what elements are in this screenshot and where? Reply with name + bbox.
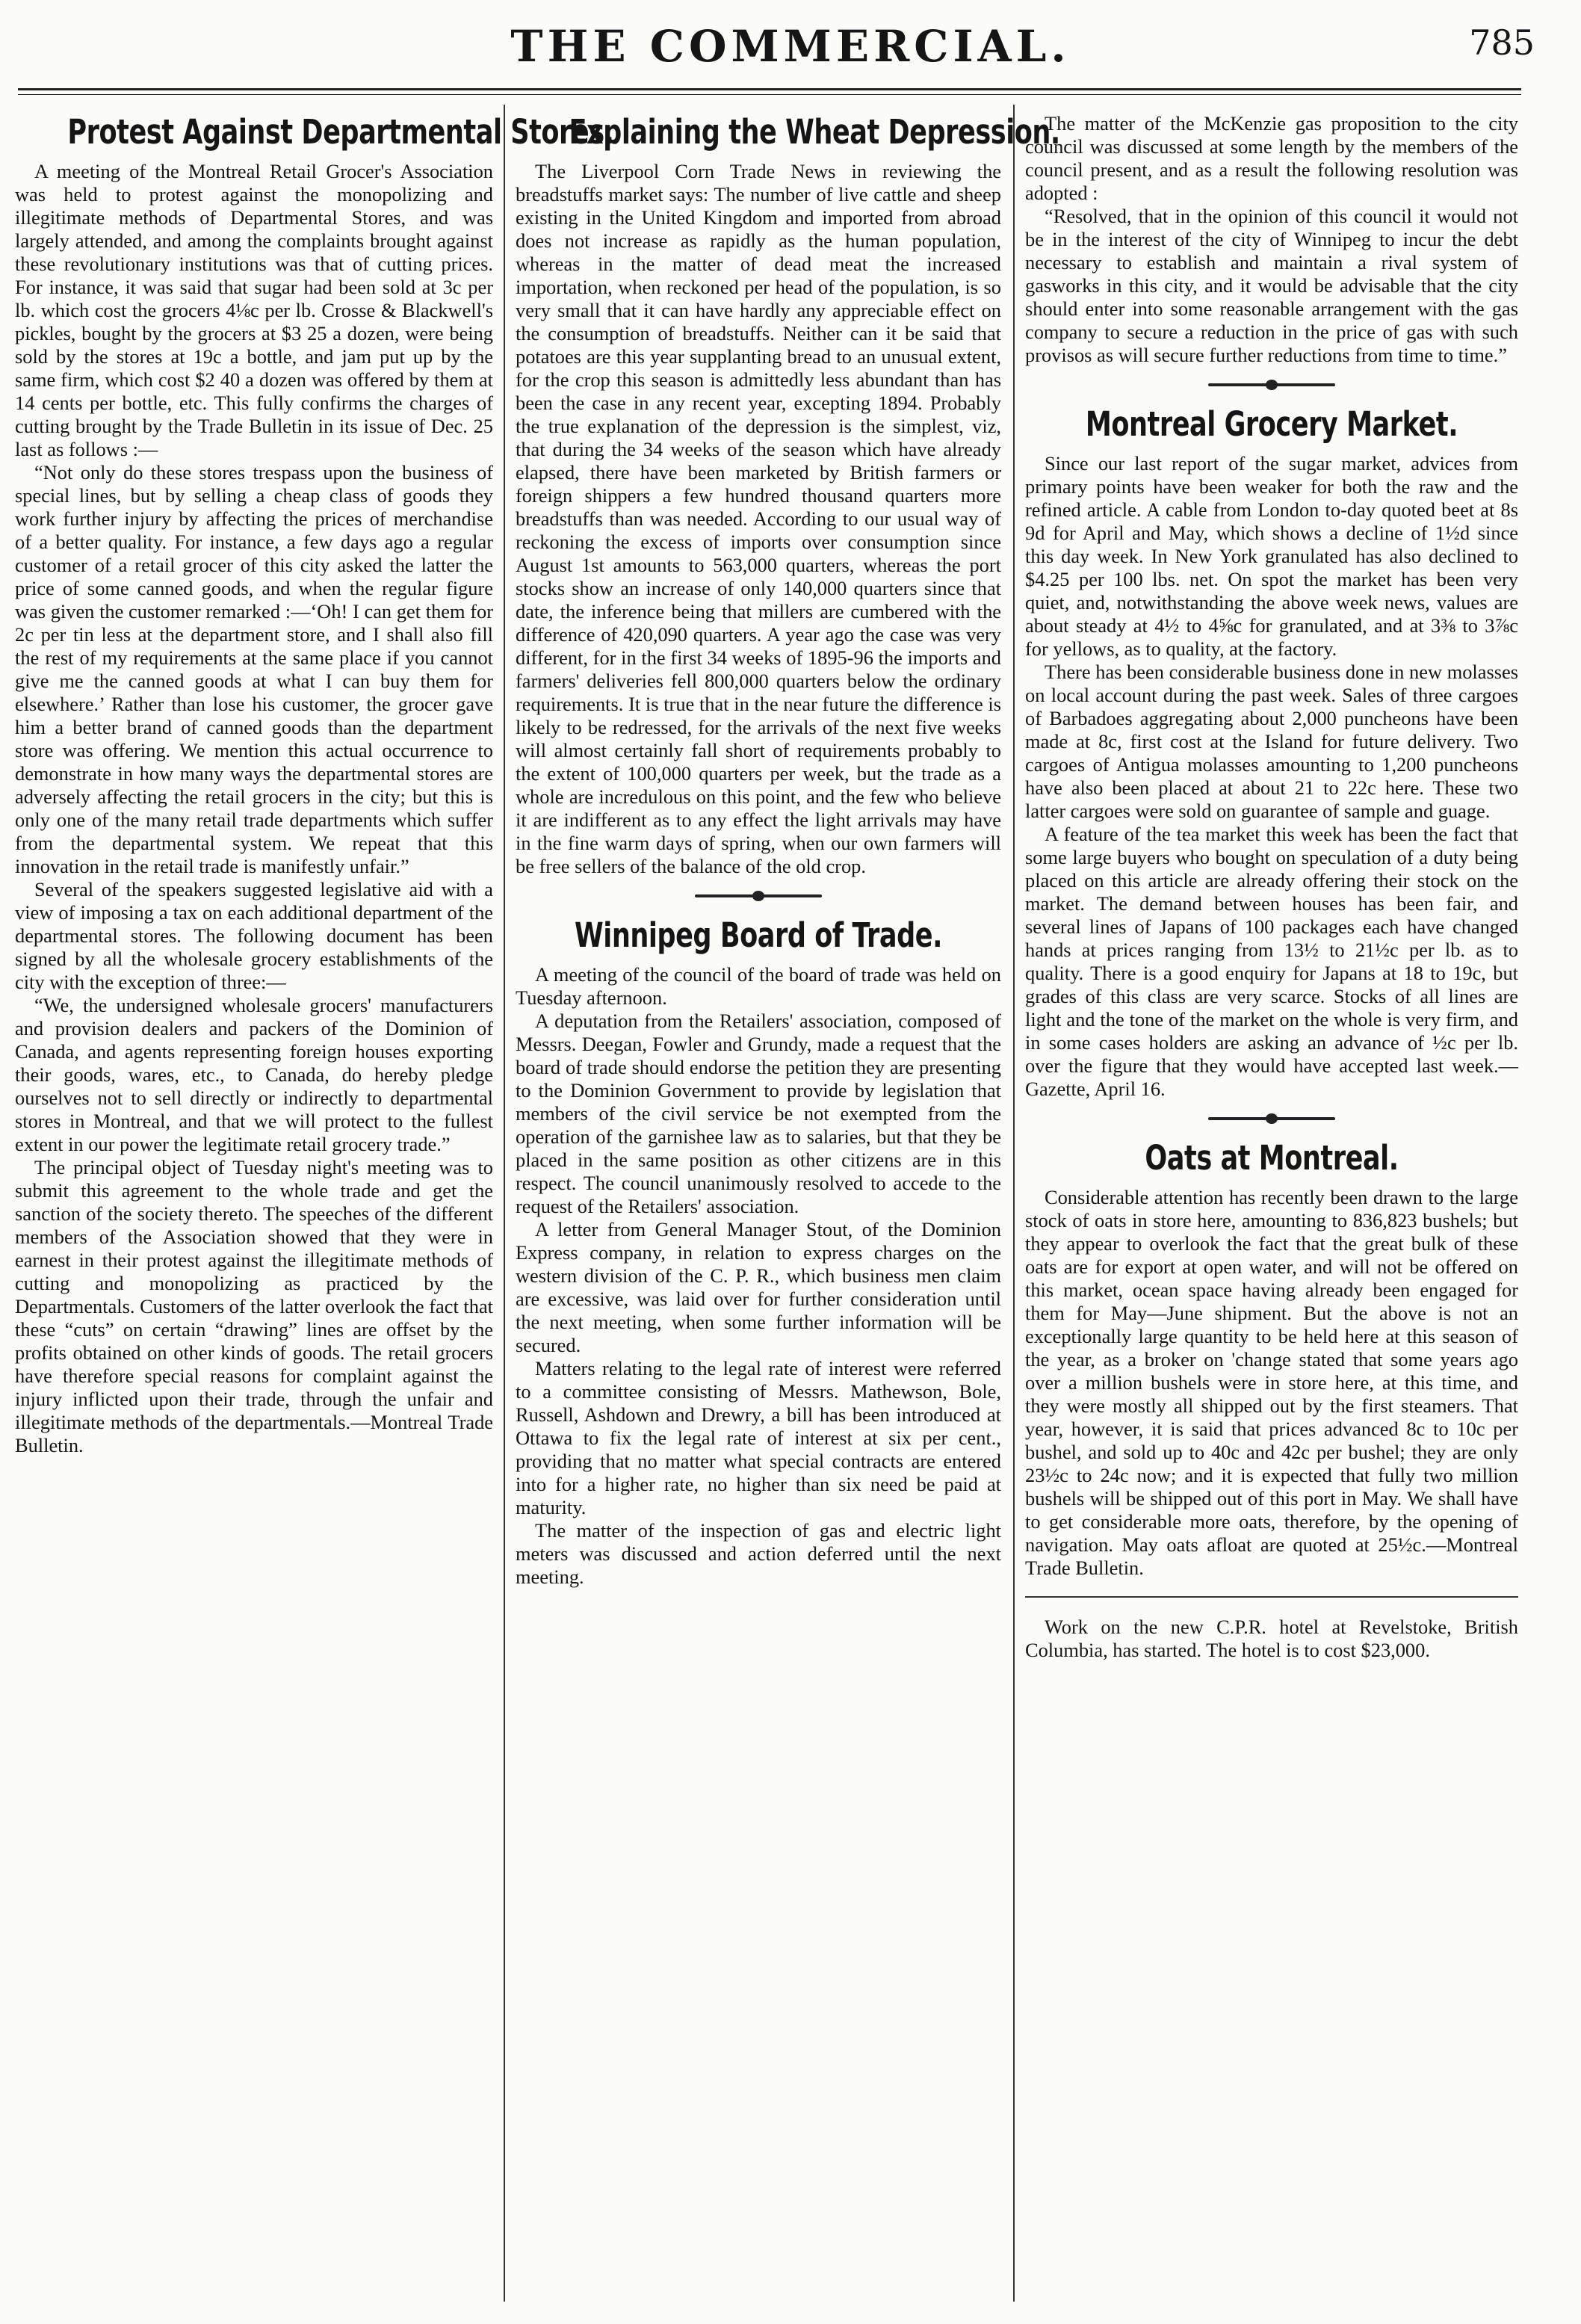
article-paragraph: Several of the speakers suggested legislative aid with a view of imposing a tax on each additional department of the departmental stores. The following document has been signed by all the wholesale grocery establishments of the city with the exception of three:— [15, 878, 493, 993]
article-heading: Oats at Montreal. [1145, 1138, 1399, 1178]
article-paragraph: A letter from General Manager Stout, of the Dominion Express company, in relation to express charges on the western division of the C. P. R., which business men claim are excessive, was laid over for further consideration until the next meeting, when some further information will be secured. [516, 1218, 1001, 1356]
column-divider [504, 105, 505, 2302]
column-divider [1013, 105, 1015, 2302]
article-paragraph: There has been considerable business done in new molasses on local account during the past week. Sales of three cargoes of Barbadoes aggregating about 2,000 puncheons have been made at 8c, first cost at the Island for future delivery. Two cargoes of Antigua molasses amounting to 1,200 puncheons have also been placed at about 21 to 22c here. These two latter cargoes were sold on guarantee of sample and guage. [1025, 661, 1518, 822]
column-2 [516, 112, 1060, 2302]
closing-note: Work on the new C.P.R. hotel at Revelstoke, British Columbia, has started. The hotel is to cost $23,000. [1025, 1616, 1518, 1661]
article-paragraph: A meeting of the council of the board of trade was held on Tuesday afternoon. [516, 963, 1001, 1009]
article-paragraph: A feature of the tea market this week has been the fact that some large buyers who bought on speculation of a duty being placed on this article are already offering their stock on the market. The demand between houses has been fair, and several lines of Japans of 100 packages each have changed hands at prices ranging from 13½ to 21½c per lb. as to quality. There is a good enquiry for Japans at 18 to 19c, but grades of this class are very scarce. Stocks of all lines are light and the tone of the market on the whole is very firm, and in some cases holders are asking an advance of ½c per lb. over the figure that they would have accepted last week.—Gazette, April 16. [1025, 823, 1518, 1100]
article-heading: Montreal Grocery Market. [1085, 404, 1458, 444]
section-divider [1208, 383, 1335, 386]
article-paragraph: A meeting of the Montreal Retail Grocer's Association was held to protest against the monopolizing and illegitimate methods of Departmental Stores, and was largely attended, and among the complaints brought against these revolutionary institutions was that of cutting prices. For instance, it was said that sugar had been sold at 3c per lb. which cost the grocers 4⅛c per lb. Crosse & Blackwell's pickles, bought by the grocers at $3 25 a dozen, were being sold by the stores at 19c a bottle, and jam put up by the same firm, which cost $2 40 a dozen was offered by them at 14 cents per bottle, etc. This fully confirms the charges of cutting brought by the Trade Bulletin in its issue of Dec. 25 last as follows :— [15, 160, 493, 460]
article-paragraph: The matter of the McKenzie gas proposition to the city council was discussed at some length by the members of the council present, and as a result the following resolution was adopted : [1025, 112, 1518, 204]
newspaper-title: THE COMMERCIAL. [510, 21, 1071, 72]
article-paragraph: The principal object of Tuesday night's meeting was to submit this agreement to the whole trade and get the sanction of the society thereto. The speeches of the different members of the Association showed that they were in earnest in their protest against the illegitimate methods of cutting and monopolizing as practiced by the Departmentals. Customers of the latter overlook the fact that these “cuts” on certain “drawing” lines are offset by the profits obtained on other kinds of goods. The retail grocers have therefore special reasons for complaint against the injury inflicted upon their trade, through the unfair and illegitimate methods of the departmentals.—Montreal Trade Bulletin. [15, 1156, 493, 1456]
article-paragraph: The Liverpool Corn Trade News in reviewing the breadstuffs market says: The number of live cattle and sheep existing in the United Kingdom and imported from abroad does not increase as rapidly as the human population, whereas in the matter of dead meat the increased importation, when reckoned per head of the population, is so very small that it can have hardly any appreciable effect on the consumption of breadstuffs. Neither can it be said that potatoes are this year supplanting bread to an unusual extent, for the crop this season is admittedly less abundant than has been the case in any recent year, excepting 1894. Probably the true explanation of the depression is the simplest, viz, that during the 34 weeks of the season which have already elapsed, there have been marketed by British farmers or foreign shippers a few hundred thousand quarters more breadstuffs than was needed. According to our usual way of reckoning the excess of imports over consumption since August 1st amounts to 563,000 quarters, whereas the port stocks show an increase of only 140,000 quarters since that date, the inference being that millers are cumbered with the difference of 420,090 quarters. A year ago the case was very different, for in the first 34 weeks of 1895-96 the imports and farmers' deliveries fell 800,000 quarters below the ordinary requirements. It is true that in the near future the difference is likely to be redressed, for the arrivals of the next five weeks will almost certainly fall short of requirements probably to the extent of 100,000 quarters per week, but the trade as a whole are incredulous on this point, and the few who believe it are indifferent as to any effect the light arrivals may have in the fine warm days of spring, when our own farmers will be free sellers of the balance of the old crop. [516, 160, 1001, 877]
article-paragraph: Since our last report of the sugar market, advices from primary points have been weaker for both the raw and the refined article. A cable from London to-day quoted beet at 8s 9d for April and May, which shows a decline of 1½d since this day week. In New York granulated has also declined to $4.25 per 100 lbs. net. On spot the market has been very quiet, and, notwithstanding the above week news, values are about steady at 4½ to 4⅝c for granulated, and at 3⅜ to 3⅞c for yellows, as to quality, at the factory. [1025, 452, 1518, 660]
article-paragraph: “Not only do these stores trespass upon the business of special lines, but by selling a cheap class of goods they work further injury by affecting the prices of merchandise of a better quality. For instance, a few days ago a regular customer of a retail grocer of this city asked the latter the price of some canned goods, and when the regular figure was given the customer remarked :—‘Oh! I can get them for 2c per tin less at the department store, and I shall also fill the rest of my requirements at the same place if you cannot give me the canned goods at what I can buy them for elsewhere.’ Rather than lose his customer, the grocer gave him a better brand of canned goods than the department store was offering. We mention this actual occurrence to demonstrate in how many ways the departmental stores are adversely affecting the retail grocers in the city; but this is only one of the many retail trade departments which suffer from the departmental system. We repeat that this innovation in the retail trade is manifestly unfair.” [15, 461, 493, 877]
section-divider [1208, 1117, 1335, 1120]
article-heading: Explaining the Wheat Depression. [569, 112, 1060, 152]
section-divider [695, 894, 822, 897]
masthead [0, 0, 1581, 88]
article-paragraph: A deputation from the Retailers' association, composed of Messrs. Deegan, Fowler and Grundy, made a request that the board of trade should endorse the petition they are presenting to the Dominion Government to provide by legislation that members of the civil service be not exempted from the operation of the garnishee law as to salaries, but that they be placed in the same position as other citizens are in this respect. The council unanimously resolved to accede to the request of the Retailers' association. [516, 1010, 1001, 1217]
article-paragraph: Considerable attention has recently been drawn to the large stock of oats in store here, amounting to 836,823 bushels; but they appear to overlook the fact that the great bulk of these oats are for export at open water, and will not be offered on this market, ocean space having already been engaged for them for May—June shipment. But the above is not an exceptionally large quantity to be held here at this season of the year, as a broker on 'change stated that some years ago over a million bushels were in store here, at this time, and they were mostly all shipped out by the first steamers. That year, however, it is said that prices advanced 8c to 10c per bushel, and sold up to 40c and 42c per bushel; they are only 23½c to 24c now; and it is expected that fully two million bushels will be shipped out of this port in May. We shall have to get considerable more oats, therefore, by the opening of navigation. May oats afloat are quoted at 25½c.—Montreal Trade Bulletin. [1025, 1186, 1518, 1579]
column-1 [15, 112, 614, 2302]
column-3 [1025, 112, 1518, 2302]
section-rule [1025, 1596, 1518, 1598]
page-number: 785 [1469, 22, 1535, 63]
masthead-rule-thin [18, 94, 1521, 95]
article-paragraph: “Resolved, that in the opinion of this council it would not be in the interest of the city of Winnipeg to incur the debt necessary to establish and maintain a rival system of gasworks in this city, and it would be advisable that the city should enter into some reasonable arrangement with the gas company to secure a reduction in the price of gas with such provisos as will secure further reductions from time to time.” [1025, 205, 1518, 366]
article-paragraph: “We, the undersigned wholesale grocers' manufacturers and provision dealers and packers of the Dominion of Canada, and agents representing foreign houses exporting their goods, wares, etc., to Canada, do hereby pledge ourselves not to sell directly or indirectly to departmental stores in Montreal, and that we will protect to the fullest extent in our power the legitimate retail grocery trade.” [15, 994, 493, 1155]
article-heading: Winnipeg Board of Trade. [575, 915, 942, 955]
article-paragraph: Matters relating to the legal rate of interest were referred to a committee consisting of Messrs. Mathewson, Bole, Russell, Ashdown and Drewry, a bill has been introduced at Ottawa to fix the legal rate of interest at six per cent., providing that no matter what special contracts are entered into for a higher rate, no higher than six need be paid at maturity. [516, 1357, 1001, 1518]
article-heading: Protest Against Departmental Stores. [67, 112, 614, 152]
article-paragraph: The matter of the inspection of gas and electric light meters was discussed and action deferred until the next meeting. [516, 1519, 1001, 1588]
masthead-rule [18, 88, 1521, 90]
